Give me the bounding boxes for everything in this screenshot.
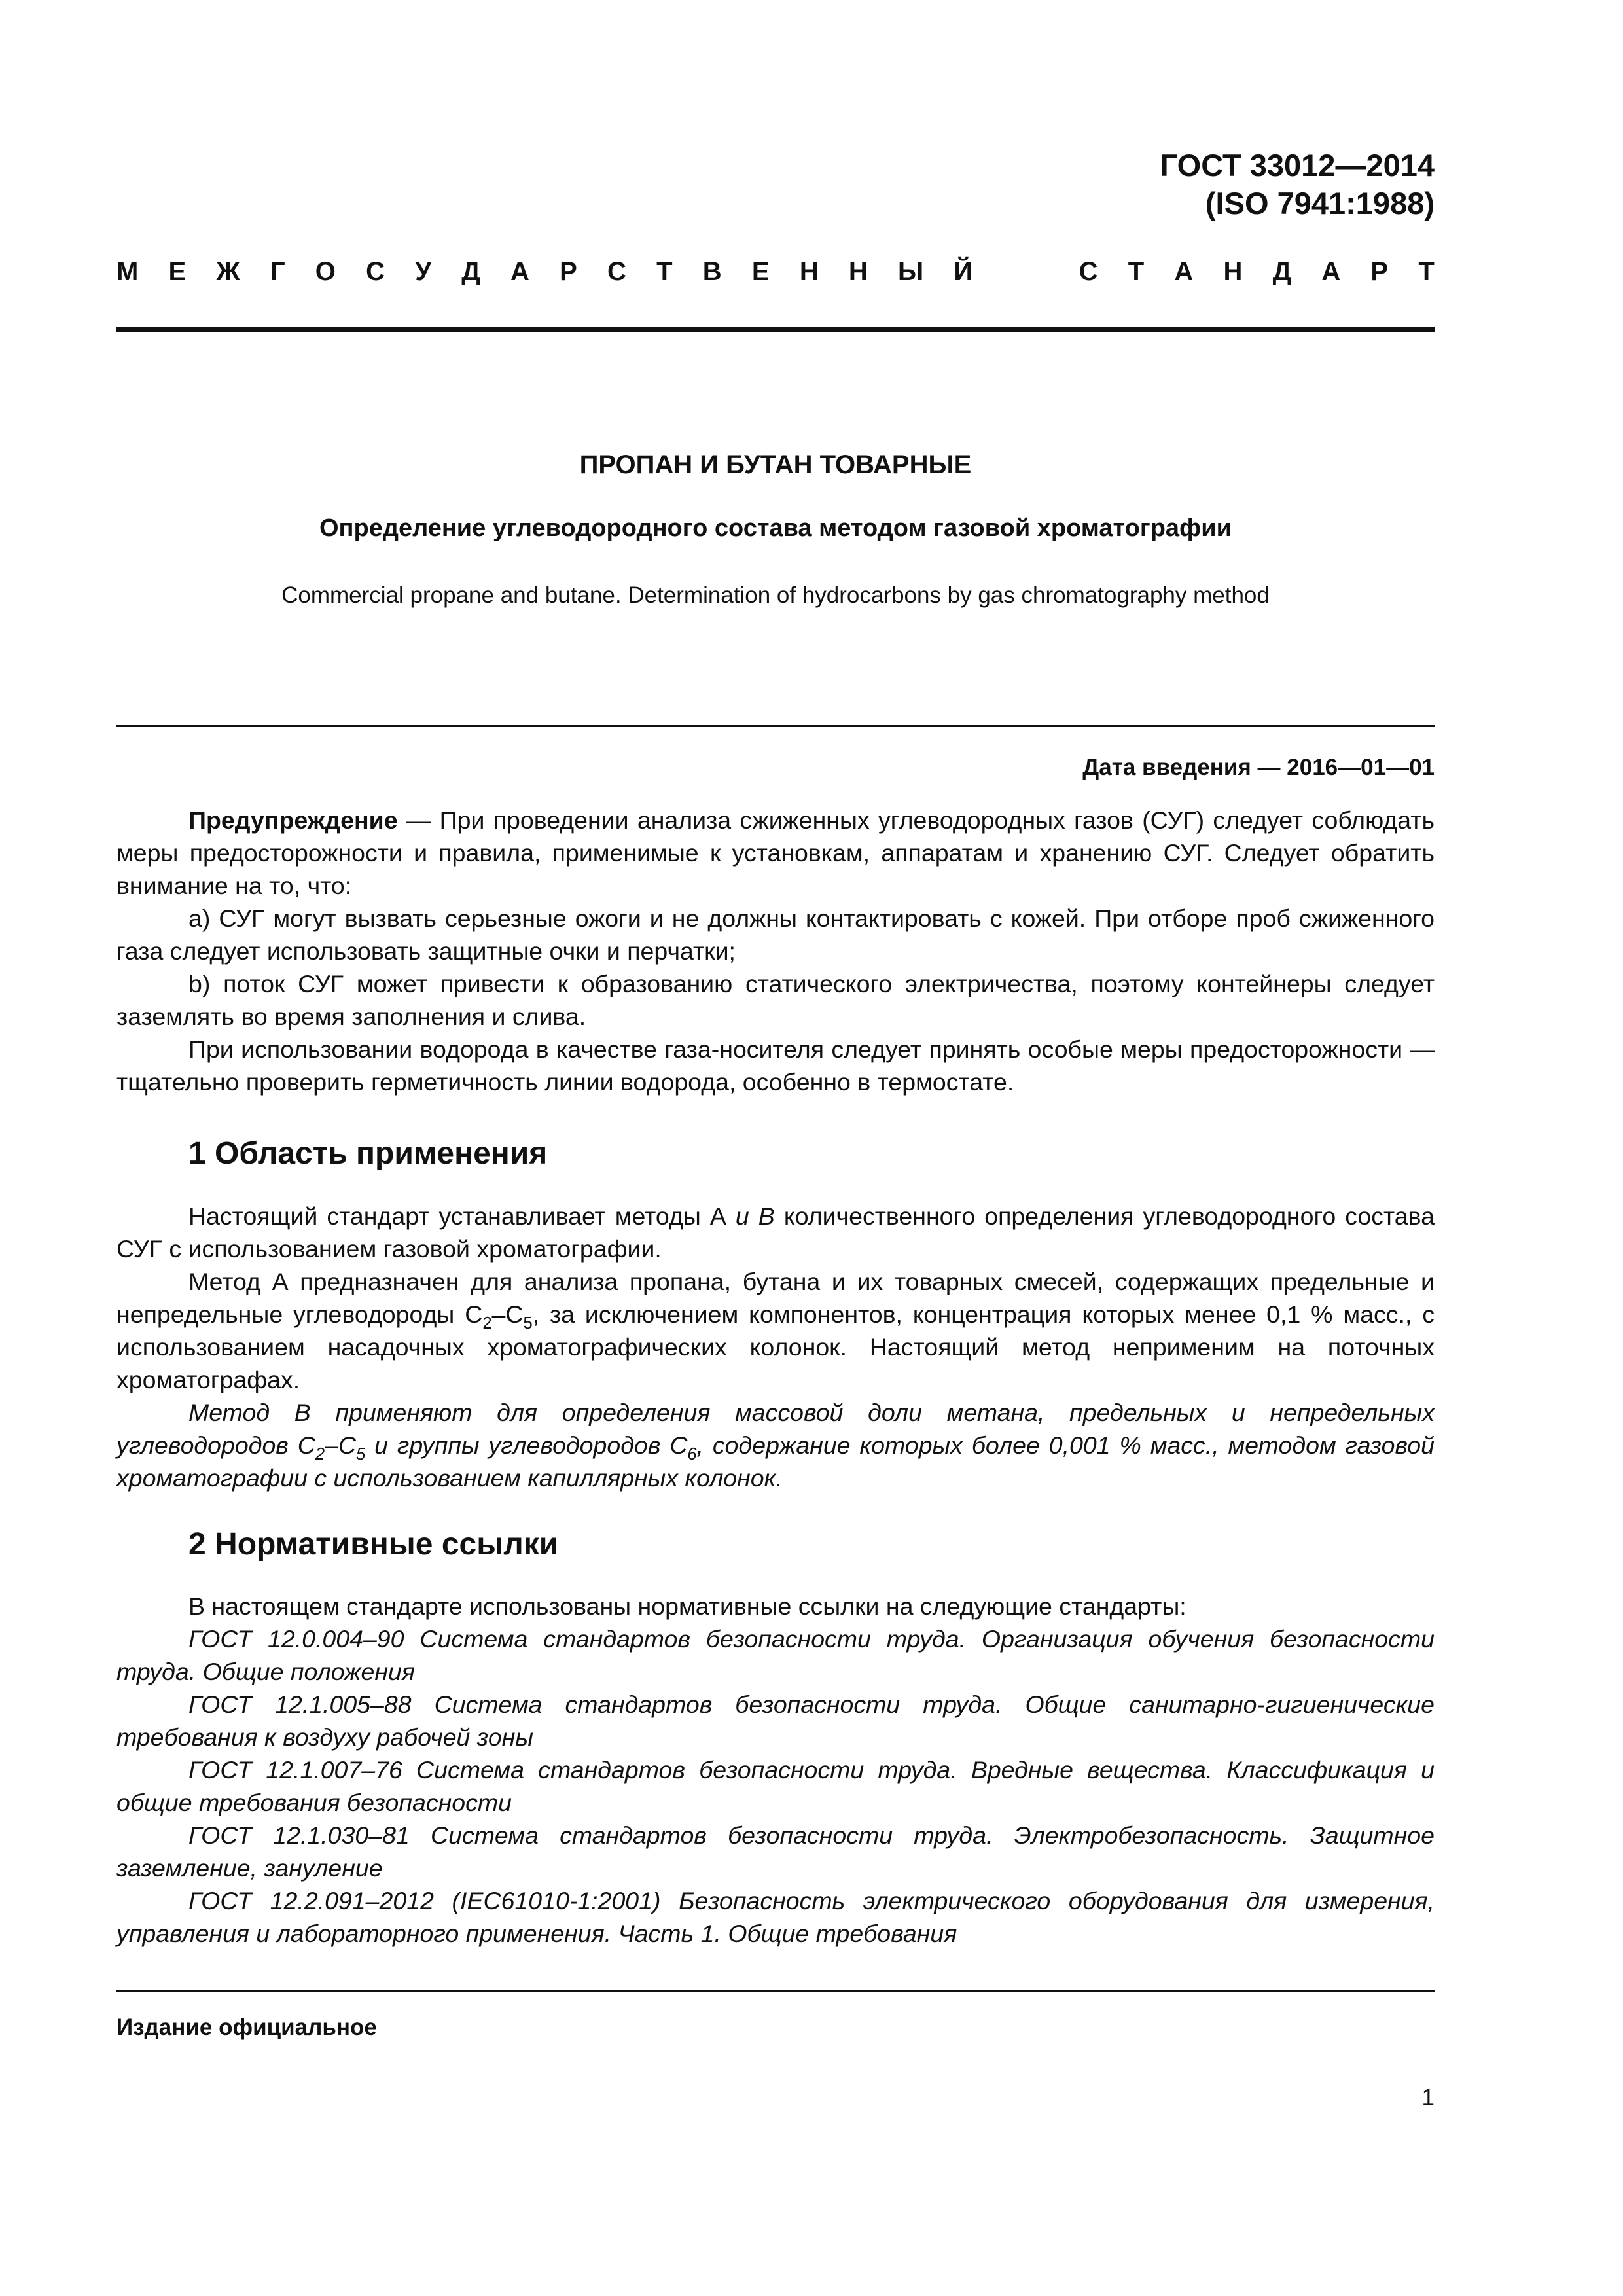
banner-letter: С: [1079, 257, 1098, 286]
scope-paragraph-1: Настоящий стандарт устанавливает методы А и В количественного определения углеводородного состава СУГ с использованием газовой хроматографии.: [116, 1202, 1435, 1263]
banner-letter: Д: [461, 257, 480, 286]
banner-letter: Е: [751, 257, 770, 286]
banner-letter: Ж: [216, 257, 240, 286]
english-title: Commercial propane and butane. Determination of hydrocarbons by gas chromatography method: [281, 583, 1270, 608]
banner-letter: С: [366, 257, 385, 286]
banner-letter: Ы: [898, 257, 924, 286]
reference-item: ГОСТ 12.1.030–81 Система стандартов безопасности труда. Электробезопасность. Защитное заземление, зануление: [116, 1821, 1435, 1882]
footer-rule: [116, 1990, 1435, 1992]
title-rule: [116, 725, 1435, 727]
scope-paragraph-3: Метод В применяют для определения массовой доли метана, предельных и непредельных углеводородов $С_2-С_5$ и группы углеводородов $С_6$, содержание которых более 0,001 % масс., методом газовой хроматографии с использованием капиллярных колонок.: [116, 1399, 1435, 1492]
section-1-heading: 1 Область применения: [188, 1136, 548, 1171]
banner-letter: Й: [954, 257, 973, 286]
warning-hydrogen: При использовании водорода в качестве газа-носителя следует принять особые меры предосторожности — тщательно проверить герметичность линии водорода, особенно в термостате.: [116, 1035, 1435, 1096]
banner-letter: М: [116, 257, 139, 286]
banner-letter: А: [510, 257, 529, 286]
banner-letter: Н: [1223, 257, 1243, 286]
reference-item: ГОСТ 12.1.005–88 Система стандартов безопасности труда. Общие санитарно-гигиенические требования к воздуху рабочей зоны: [116, 1691, 1435, 1751]
banner-letter: С: [607, 257, 626, 286]
banner-letter: Р: [1370, 257, 1389, 286]
reference-item: ГОСТ 12.2.091–2012 (IEC61010-1:2001) Безопасность электрического оборудования для измерения, управления и лабораторного применения. Часть 1. Общие требования: [116, 1887, 1435, 1947]
warning-item-b: b) поток СУГ может привести к образованию статического электричества, поэтому контейнеры следует заземлять во время заполнения и слива.: [116, 970, 1435, 1030]
banner-letter: В: [702, 257, 722, 286]
references-intro: В настоящем стандарте использованы нормативные ссылки на следующие стандарты:: [188, 1592, 1186, 1620]
banner-letter: Т: [656, 257, 673, 286]
warning-label: Предупреждение: [188, 806, 398, 834]
iso-number: (ISO 7941:1988): [1205, 186, 1435, 221]
banner-letter: Н: [799, 257, 819, 286]
banner-letter: Р: [560, 257, 577, 286]
official-edition: Издание официальное: [116, 2015, 377, 2040]
banner-letter: Н: [848, 257, 868, 286]
banner-letter: Е: [168, 257, 187, 286]
banner-letter: Д: [1272, 257, 1292, 286]
banner-letter: Г: [270, 257, 285, 286]
banner-letter: А: [1321, 257, 1341, 286]
warning-text: — При проведении анализа сжиженных углеводородных газов (СУГ) следует соблюдать меры предосторожности и правила, применимые к установкам, аппаратам и хранению СУГ. Следует обратить внимание на то, что:: [116, 806, 1435, 899]
standard-type-banner: [116, 257, 1435, 287]
document-subtitle: Определение углеводородного состава методом газовой хроматографии: [319, 514, 1232, 542]
reference-item: ГОСТ 12.1.007–76 Система стандартов безопасности труда. Вредные вещества. Классификация и общие требования безопасности: [116, 1756, 1435, 1816]
banner-letter: Т: [1418, 257, 1435, 286]
page-number: 1: [1421, 2085, 1435, 2110]
banner-letter: У: [415, 257, 432, 286]
header-rule: [116, 327, 1435, 332]
scope-paragraph-2: Метод А предназначен для анализа пропана, бутана и их товарных смесей, содержащих предельные и непредельные углеводороды $С_2-С_5$, за исключением компонентов, концентрация которых менее 0,1 % масс., с использованием насадочных хроматографических колонок. Настоящий метод неприменим на поточных хроматографах.: [116, 1268, 1435, 1393]
section-2-heading: 2 Нормативные ссылки: [188, 1527, 559, 1562]
introduction-date: Дата введения — 2016—01—01: [1082, 755, 1435, 780]
banner-letter: О: [315, 257, 336, 286]
document-title: ПРОПАН И БУТАН ТОВАРНЫЕ: [579, 450, 972, 479]
reference-item: ГОСТ 12.0.004–90 Система стандартов безопасности труда. Организация обучения безопасности труда. Общие положения: [116, 1625, 1435, 1685]
banner-word-gap: [1003, 257, 1048, 287]
warning-paragraph: [116, 804, 1435, 902]
gost-number: ГОСТ 33012—2014: [1160, 148, 1435, 183]
banner-letter: А: [1174, 257, 1194, 286]
warning-item-a: a) СУГ могут вызвать серьезные ожоги и не должны контактировать с кожей. При отборе проб сжиженного газа следует использовать защитные очки и перчатки;: [116, 905, 1435, 965]
banner-letter: Т: [1128, 257, 1145, 286]
